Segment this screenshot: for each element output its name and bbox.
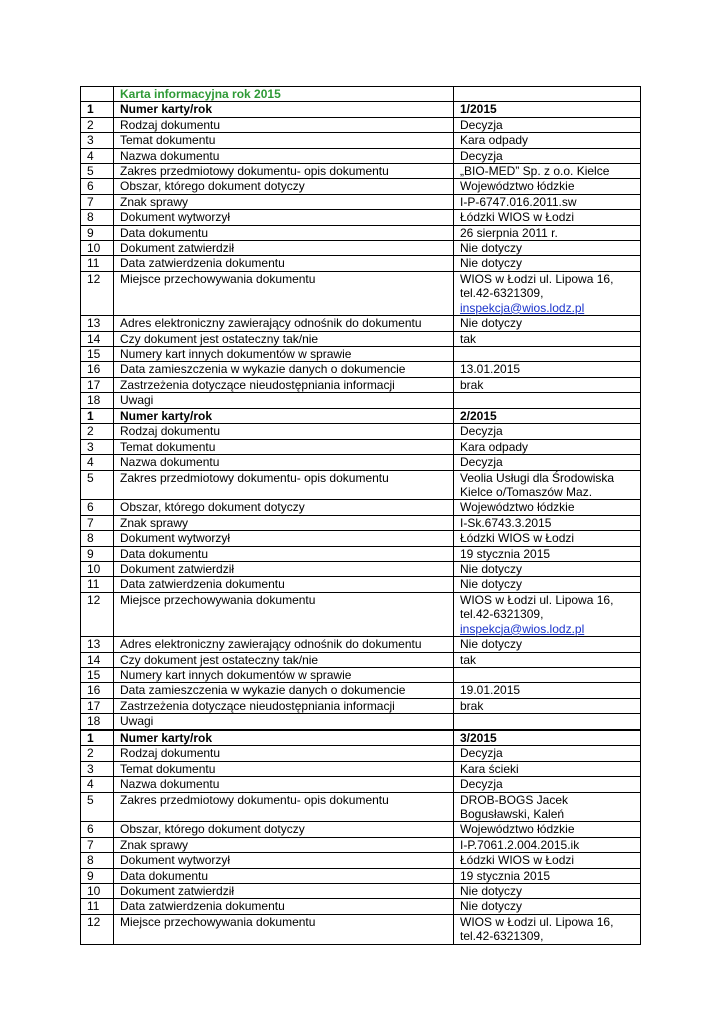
row-value: Decyzja [454,117,641,132]
row-number: 2 [81,117,114,132]
row-value: 19.01.2015 [454,683,641,698]
row-number: 1 [81,731,114,746]
row-number: 2 [81,424,114,439]
row-label: Rodzaj dokumentu [114,746,454,761]
row-value-line: WIOS w Łodzi ul. Lipowa 16, [460,271,614,286]
table-row [81,346,641,361]
row-number: 4 [81,148,114,163]
table-row [81,914,641,944]
row-number: 5 [81,164,114,179]
row-label: Dokument zatwierdził [114,562,454,577]
row-value-line: tel.42-6321309, [460,286,544,301]
row-label: Temat dokumentu [114,439,454,454]
row-value-line: DROB-BOGS Jacek [460,792,569,807]
row-number: 8 [81,853,114,868]
row-value: Decyzja [454,148,641,163]
table-row [81,331,641,346]
row-value: 19 stycznia 2015 [454,868,641,883]
row-label: Znak sprawy [114,515,454,530]
row-number: 6 [81,179,114,194]
row-number: 10 [81,562,114,577]
row-number: 1 [81,409,114,424]
row-label: Miejsce przechowywania dokumentu [114,914,454,944]
table-row [81,515,641,530]
row-number: 8 [81,210,114,225]
row-number: 4 [81,455,114,470]
row-number: 16 [81,362,114,377]
table-row [81,409,641,424]
table-row [81,393,641,408]
table-row [81,148,641,163]
row-number: 15 [81,667,114,682]
row-label: Znak sprawy [114,837,454,852]
table-header-row [81,87,641,102]
row-number: 6 [81,500,114,515]
row-label: Numer karty/rok [114,731,454,746]
row-number: 15 [81,346,114,361]
row-number: 17 [81,377,114,392]
row-number: 14 [81,331,114,346]
row-label: Zakres przedmiotowy dokumentu- opis dokumentu [114,164,454,179]
table-row [81,194,641,209]
row-number: 8 [81,531,114,546]
row-value: Województwo łódzkie [454,500,641,515]
row-label: Rodzaj dokumentu [114,424,454,439]
row-value: Województwo łódzkie [454,179,641,194]
row-number: 10 [81,884,114,899]
table-row [81,698,641,713]
table-row [81,164,641,179]
header-empty-cell [454,87,641,102]
row-number: 16 [81,683,114,698]
row-value [454,470,641,500]
row-label: Czy dokument jest ostateczny tak/nie [114,331,454,346]
row-value: 1/2015 [454,102,641,117]
row-number: 12 [81,592,114,636]
row-value: I-P.7061.2.004.2015.ik [454,837,641,852]
row-label: Temat dokumentu [114,133,454,148]
row-value [454,714,641,729]
table-row [81,271,641,315]
table-row [81,102,641,117]
card-table-1-body [81,87,641,409]
row-value: Nie dotyczy [454,637,641,652]
row-number: 13 [81,316,114,331]
table-row [81,868,641,883]
table-row [81,241,641,256]
row-value: I-P-6747.016.2011.sw [454,194,641,209]
row-label: Dokument wytworzył [114,210,454,225]
row-label: Adres elektroniczny zawierający odnośnik do dokumentu [114,637,454,652]
row-number: 13 [81,637,114,652]
row-number: 7 [81,194,114,209]
row-number: 9 [81,225,114,240]
table-row [81,667,641,682]
row-value: 26 sierpnia 2011 r. [454,225,641,240]
table-row [81,761,641,776]
email-link[interactable]: inspekcja@wios.lodz.pl [460,621,585,636]
row-value: Kara ścieki [454,761,641,776]
row-number: 14 [81,652,114,667]
row-label: Uwagi [114,393,454,408]
row-value: Łódzki WIOS w Łodzi [454,531,641,546]
row-label: Data zatwierdzenia dokumentu [114,256,454,271]
row-label: Uwagi [114,714,454,729]
row-label: Zakres przedmiotowy dokumentu- opis dokumentu [114,470,454,500]
row-number: 5 [81,470,114,500]
row-label: Nazwa dokumentu [114,148,454,163]
row-value-line: Bogusławski, Kaleń [460,807,565,822]
row-value: Decyzja [454,455,641,470]
row-label: Dokument wytworzył [114,853,454,868]
row-value: „BIO-MED” Sp. z o.o. Kielce [454,164,641,179]
row-value: Łódzki WIOS w Łodzi [454,853,641,868]
row-label: Zakres przedmiotowy dokumentu- opis dokumentu [114,792,454,822]
table-row [81,210,641,225]
row-number: 1 [81,102,114,117]
row-number: 12 [81,271,114,315]
table-row [81,652,641,667]
table-row [81,439,641,454]
table-row [81,562,641,577]
table-row [81,884,641,899]
row-label: Dokument wytworzył [114,531,454,546]
table-row [81,362,641,377]
table-row [81,531,641,546]
row-value: Decyzja [454,746,641,761]
row-value: Nie dotyczy [454,256,641,271]
card-table-3 [80,730,641,945]
row-number: 5 [81,792,114,822]
table-row [81,424,641,439]
row-value [454,592,641,636]
row-value: 3/2015 [454,731,641,746]
card-table-1 [80,86,641,409]
table-row [81,899,641,914]
page-title: Karta informacyjna rok 2015 [114,87,454,102]
row-number: 7 [81,837,114,852]
row-label: Data dokumentu [114,225,454,240]
row-value: Nie dotyczy [454,241,641,256]
row-label: Obszar, którego dokument dotyczy [114,179,454,194]
row-value: Województwo łódzkie [454,822,641,837]
row-label: Numer karty/rok [114,409,454,424]
table-row [81,577,641,592]
table-row [81,746,641,761]
row-value: Decyzja [454,777,641,792]
row-value: Nie dotyczy [454,884,641,899]
row-value: brak [454,698,641,713]
row-value: 13.01.2015 [454,362,641,377]
row-label: Miejsce przechowywania dokumentu [114,592,454,636]
row-value-line: tel.42-6321309, [460,607,544,622]
row-value: Nie dotyczy [454,562,641,577]
row-number: 18 [81,714,114,729]
row-value: Nie dotyczy [454,577,641,592]
table-row [81,470,641,500]
table-row [81,256,641,271]
row-number: 11 [81,577,114,592]
row-number: 2 [81,746,114,761]
row-label: Czy dokument jest ostateczny tak/nie [114,652,454,667]
table-row [81,225,641,240]
row-label: Nazwa dokumentu [114,455,454,470]
row-label: Numer karty/rok [114,102,454,117]
table-row [81,777,641,792]
table-row [81,455,641,470]
row-label: Obszar, którego dokument dotyczy [114,500,454,515]
row-label: Temat dokumentu [114,761,454,776]
card-table-2 [80,408,641,730]
row-value-line: WIOS w Łodzi ul. Lipowa 16, [460,592,614,607]
row-number: 7 [81,515,114,530]
table-row [81,179,641,194]
table-row [81,133,641,148]
row-value [454,346,641,361]
table-row [81,377,641,392]
row-value: 19 stycznia 2015 [454,546,641,561]
card-table-2-body [81,409,641,730]
row-value: tak [454,652,641,667]
row-label: Data dokumentu [114,546,454,561]
row-number: 11 [81,256,114,271]
row-value [454,667,641,682]
table-row [81,837,641,852]
row-value: Nie dotyczy [454,316,641,331]
row-number: 17 [81,698,114,713]
row-label: Dokument zatwierdził [114,884,454,899]
table-row [81,117,641,132]
row-value: Kara odpady [454,133,641,148]
card-table-3-body [81,731,641,945]
row-number: 11 [81,899,114,914]
row-label: Obszar, którego dokument dotyczy [114,822,454,837]
row-label: Data zatwierdzenia dokumentu [114,899,454,914]
row-number: 10 [81,241,114,256]
row-value: Kara odpady [454,439,641,454]
header-empty-cell [81,87,114,102]
table-row [81,714,641,729]
row-label: Miejsce przechowywania dokumentu [114,271,454,315]
row-value [454,271,641,315]
row-number: 3 [81,439,114,454]
row-value-line: Veolia Usługi dla Środowiska [460,470,615,485]
row-value-line: Kielce o/Tomaszów Maz. [460,485,593,500]
row-value: Łódzki WIOS w Łodzi [454,210,641,225]
row-value [454,792,641,822]
row-value: 2/2015 [454,409,641,424]
row-value: Decyzja [454,424,641,439]
row-value: tak [454,331,641,346]
row-value [454,914,641,944]
email-link[interactable]: inspekcja@wios.lodz.pl [460,300,585,315]
row-label: Nazwa dokumentu [114,777,454,792]
table-row [81,683,641,698]
row-value-line: tel.42-6321309, [460,929,544,944]
row-number: 18 [81,393,114,408]
row-label: Numery kart innych dokumentów w sprawie [114,667,454,682]
row-number: 6 [81,822,114,837]
table-row [81,792,641,822]
row-value-line: WIOS w Łodzi ul. Lipowa 16, [460,914,614,929]
row-label: Zastrzeżenia dotyczące nieudostępniania informacji [114,377,454,392]
row-value: I-Sk.6743.3.2015 [454,515,641,530]
row-label: Numery kart innych dokumentów w sprawie [114,346,454,361]
row-label: Rodzaj dokumentu [114,117,454,132]
table-row [81,822,641,837]
row-label: Data zatwierdzenia dokumentu [114,577,454,592]
row-label: Data dokumentu [114,868,454,883]
row-number: 3 [81,761,114,776]
table-row [81,316,641,331]
row-label: Data zamieszczenia w wykazie danych o dokumencie [114,362,454,377]
row-number: 4 [81,777,114,792]
table-row [81,592,641,636]
row-number: 3 [81,133,114,148]
row-number: 12 [81,914,114,944]
table-row [81,500,641,515]
row-number: 9 [81,546,114,561]
row-label: Znak sprawy [114,194,454,209]
row-number: 9 [81,868,114,883]
table-row [81,546,641,561]
row-label: Data zamieszczenia w wykazie danych o dokumencie [114,683,454,698]
row-label: Adres elektroniczny zawierający odnośnik do dokumentu [114,316,454,331]
table-row [81,731,641,746]
row-value [454,393,641,408]
row-value: Nie dotyczy [454,899,641,914]
row-label: Zastrzeżenia dotyczące nieudostępniania informacji [114,698,454,713]
row-label: Dokument zatwierdził [114,241,454,256]
table-row [81,853,641,868]
table-row [81,637,641,652]
row-value: brak [454,377,641,392]
